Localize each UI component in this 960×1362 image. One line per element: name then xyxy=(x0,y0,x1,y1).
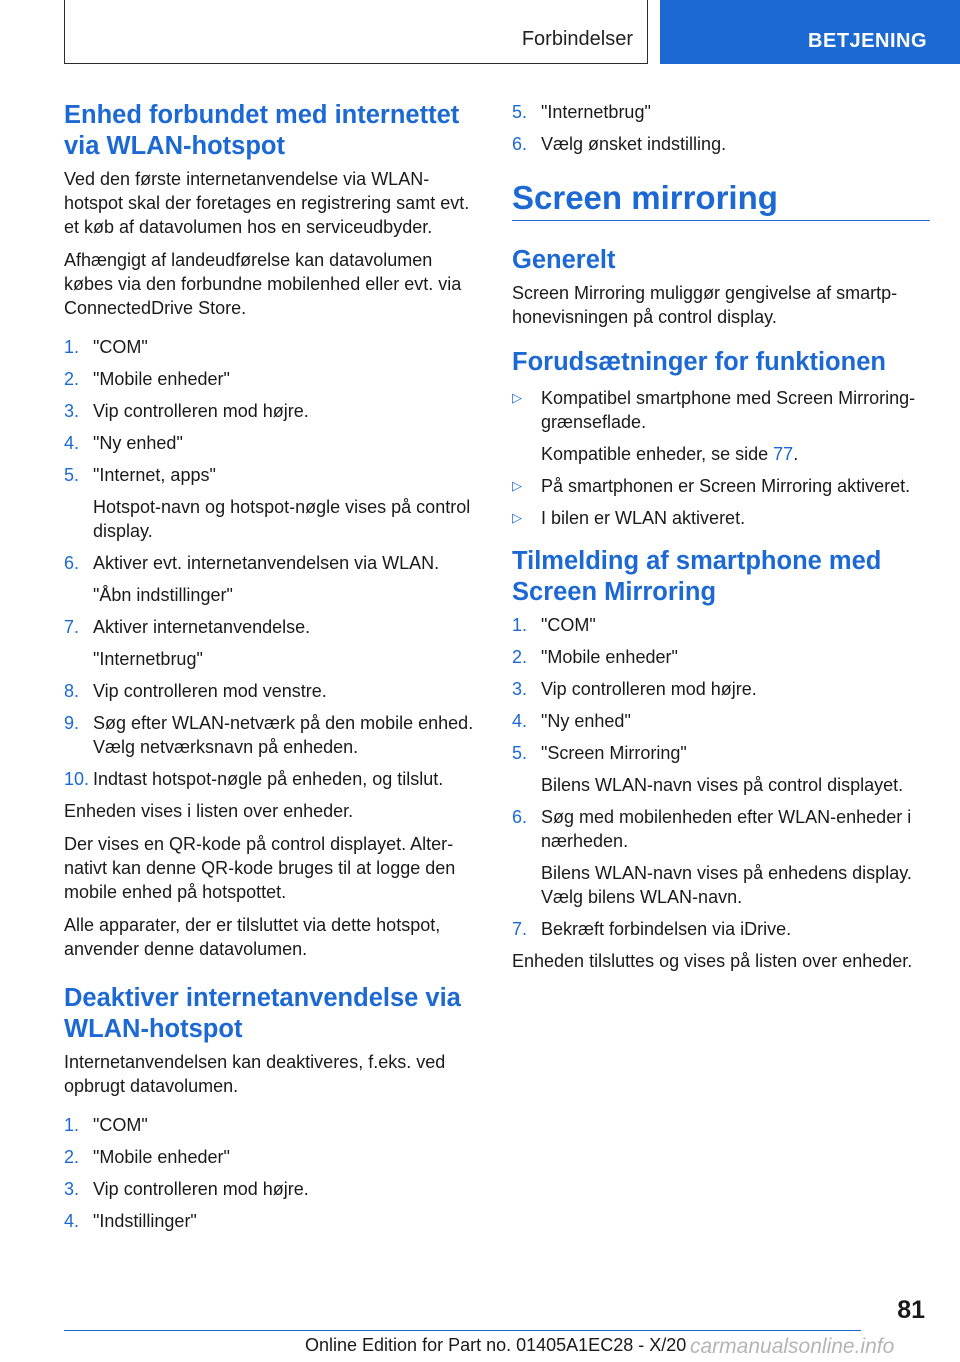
step-number: 7. xyxy=(64,617,80,637)
step-number: 4. xyxy=(512,711,528,731)
step-text: "Ny enhed" xyxy=(541,711,631,731)
step-text: Bekræft forbindelsen via iDrive. xyxy=(541,919,792,939)
bullet-list xyxy=(512,386,930,530)
step-list xyxy=(64,1113,482,1233)
step-item xyxy=(512,709,930,733)
step-item xyxy=(64,1209,482,1233)
triangle-bullet-icon: ▷ xyxy=(512,390,522,405)
heading-wlan-hotspot: Enhed forbundet med internettet via WLAN-hotspot xyxy=(64,101,460,160)
step-text: "Ny enhed" xyxy=(93,433,183,453)
step-item xyxy=(64,615,482,671)
step-subtext: Bilens WLAN-navn vises på control displayet. xyxy=(541,775,904,795)
step-text: Vælg ønsket indstilling. xyxy=(541,134,727,154)
step-item xyxy=(64,711,482,759)
step-text: "Screen Mirroring" xyxy=(541,743,687,763)
step-number: 10. xyxy=(64,769,90,789)
step-item xyxy=(64,335,482,359)
step-number: 4. xyxy=(64,433,80,453)
step-item xyxy=(512,645,930,669)
paragraph: Alle apparater, der er tilsluttet via dette hotspot, anvender denne datavolumen. xyxy=(64,915,441,959)
paragraph: Enheden tilsluttes og vises på listen over enheder. xyxy=(512,951,913,971)
step-item xyxy=(64,463,482,543)
step-number: 4. xyxy=(64,1211,80,1231)
bullet-item xyxy=(512,474,930,498)
step-text: "Mobile enheder" xyxy=(93,1147,230,1167)
bullet-item xyxy=(512,386,930,466)
step-number: 3. xyxy=(64,1179,80,1199)
step-item xyxy=(512,805,930,909)
watermark-logo: carmanualsonline.info xyxy=(690,1335,895,1358)
paragraph: Enheden vises i listen over enheder. xyxy=(64,801,354,821)
edition-text: Online Edition for Part no. 01405A1EC28 - X/20 xyxy=(305,1335,687,1355)
step-item xyxy=(64,1177,482,1201)
bullet-text: På smartphonen er Screen Mirroring aktiveret. xyxy=(541,476,911,496)
chapter-tab xyxy=(660,0,960,64)
step-text: Aktiver evt. internetanvendelsen via WLAN. xyxy=(93,553,440,573)
step-text: Indtast hotspot-nøgle på enheden, og tilslut. xyxy=(93,769,444,789)
step-number: 5. xyxy=(64,465,80,485)
step-item xyxy=(512,100,930,124)
left-column xyxy=(64,100,482,1241)
paragraph: Der vises en QR-kode på control displayet. Alternativt kan denne QR-kode bruges til at logge den mobile enhed på hotspottet. xyxy=(64,834,456,902)
step-item xyxy=(64,679,482,703)
step-item xyxy=(512,677,930,701)
step-subtext: "Åbn indstillinger" xyxy=(93,585,233,605)
right-column xyxy=(512,100,930,982)
step-text: Søg med mobilenheden efter WLAN-enheder i nærheden. xyxy=(541,807,912,851)
step-text: Vip controlleren mod venstre. xyxy=(93,681,327,701)
page-number: 81 xyxy=(897,1296,925,1324)
step-item xyxy=(64,1113,482,1137)
step-number: 5. xyxy=(512,743,528,763)
step-number: 7. xyxy=(512,919,528,939)
step-text: "Mobile enheder" xyxy=(93,369,230,389)
step-number: 9. xyxy=(64,713,80,733)
step-text: Aktiver internetanvendelse. xyxy=(93,617,311,637)
step-number: 6. xyxy=(64,553,80,573)
heading-deactivate: Deaktiver internetanvendelse via WLAN-hotspot xyxy=(64,984,461,1043)
step-text: "Indstillinger" xyxy=(93,1211,197,1231)
paragraph: Ved den første internetanvendelse via WLAN-hotspot skal der foretages en registrering samt evt. et køb af datavolumen hos en serviceudbyder. xyxy=(64,169,470,237)
step-text: "Internetbrug" xyxy=(541,102,651,122)
step-list xyxy=(64,335,482,791)
step-list xyxy=(512,613,930,941)
step-item xyxy=(64,551,482,607)
step-number: 8. xyxy=(64,681,80,701)
step-text: "COM" xyxy=(93,337,148,357)
step-item xyxy=(64,431,482,455)
heading-screen-mirroring: Screen mirroring xyxy=(512,178,930,221)
step-number: 1. xyxy=(64,337,80,357)
bullet-item xyxy=(512,506,930,530)
step-number: 5. xyxy=(512,102,528,122)
step-item xyxy=(512,917,930,941)
bullet-subtext xyxy=(541,442,930,466)
step-item xyxy=(512,741,930,797)
chapter-label: BETJENING xyxy=(808,30,927,52)
step-number: 3. xyxy=(512,679,528,699)
step-text: "COM" xyxy=(93,1115,148,1135)
step-item xyxy=(512,613,930,637)
step-number: 1. xyxy=(512,615,528,635)
step-text: Søg efter WLAN-netværk på den mobile enhed. Vælg netværksnavn på enheden. xyxy=(93,713,474,757)
step-subtext: Bilens WLAN-navn vises på enhedens display. Vælg bilens WLAN-navn. xyxy=(541,863,912,907)
step-number: 6. xyxy=(512,807,528,827)
triangle-bullet-icon: ▷ xyxy=(512,478,522,493)
step-item xyxy=(64,367,482,391)
step-text: Vip controlleren mod højre. xyxy=(541,679,757,699)
subtext-suffix: . xyxy=(793,444,799,464)
paragraph: Screen Mirroring muliggør gengivelse af smartphonevisningen på control display. xyxy=(512,283,898,327)
footer-divider xyxy=(64,1330,861,1331)
step-item xyxy=(64,1145,482,1169)
step-item xyxy=(64,399,482,423)
step-list xyxy=(512,100,930,156)
step-text: "Mobile enheder" xyxy=(541,647,678,667)
heading-prerequisites: Forudsætninger for funktionen xyxy=(512,348,886,376)
step-number: 2. xyxy=(64,369,80,389)
subtext-prefix: Kompatible enheder, se side xyxy=(541,444,774,464)
triangle-bullet-icon: ▷ xyxy=(512,510,522,525)
step-item xyxy=(512,132,930,156)
step-number: 6. xyxy=(512,134,528,154)
section-title: Forbindelser xyxy=(521,28,633,50)
step-item xyxy=(64,767,482,791)
heading-registration: Tilmelding af smartphone med Screen Mirroring xyxy=(512,547,882,606)
header-frame xyxy=(64,0,648,64)
page-reference-link[interactable]: 77 xyxy=(773,444,794,464)
step-number: 2. xyxy=(512,647,528,667)
step-number: 1. xyxy=(64,1115,80,1135)
bullet-text: I bilen er WLAN aktiveret. xyxy=(541,508,746,528)
step-subtext: "Internetbrug" xyxy=(93,649,203,669)
step-number: 2. xyxy=(64,1147,80,1167)
step-text: Vip controlleren mod højre. xyxy=(93,401,309,421)
bullet-text: Kompatibel smartphone med Screen Mirroring-grænseflade. xyxy=(541,388,916,432)
step-text: "Internet, apps" xyxy=(93,465,216,485)
step-subtext: Hotspot-navn og hotspot-nøgle vises på control display. xyxy=(93,497,471,541)
paragraph: Afhængigt af landeudførelse kan datavolumen købes via den forbundne mobilenhed eller evt. via ConnectedDrive Store. xyxy=(64,250,462,318)
heading-generelt: Generelt xyxy=(512,246,616,274)
paragraph: Internetanvendelsen kan deaktiveres, f.eks. ved opbrugt datavolumen. xyxy=(64,1052,446,1096)
step-number: 3. xyxy=(64,401,80,421)
step-text: Vip controlleren mod højre. xyxy=(93,1179,309,1199)
step-text: "COM" xyxy=(541,615,596,635)
